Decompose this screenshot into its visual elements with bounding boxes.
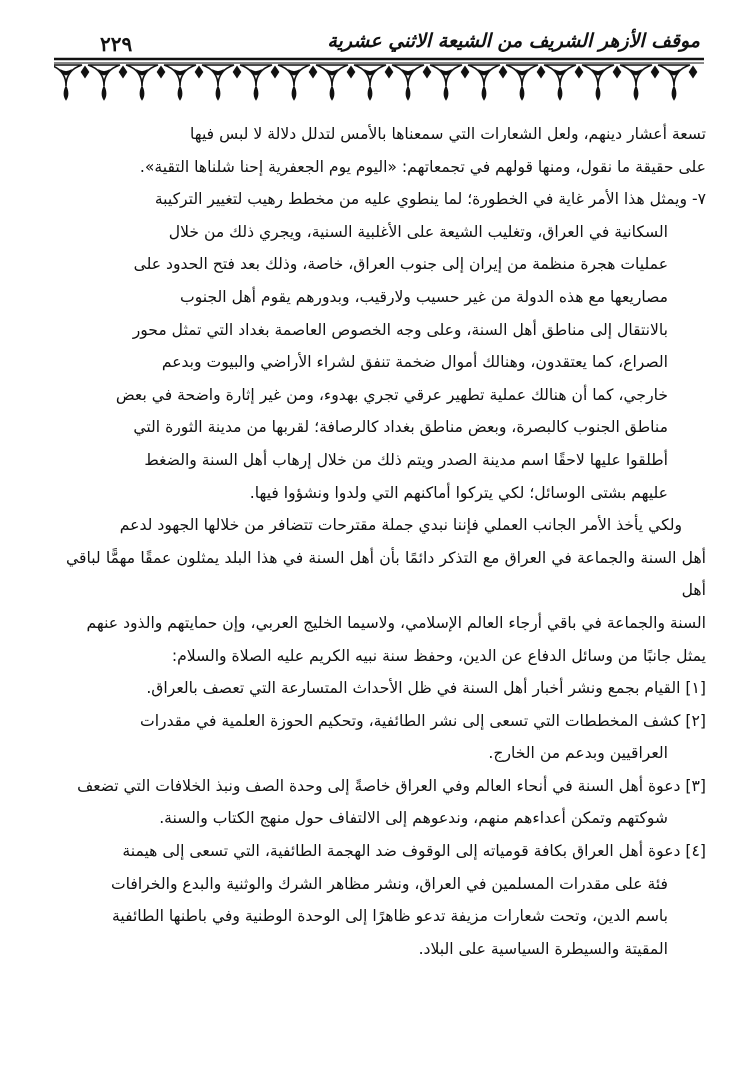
paragraph-line: أطلقوا عليها لاحقًا اسم مدينة الصدر ويتم ذلك من خلال إرهاب أهل السنة والضغط [144, 450, 668, 469]
ornament-diamond [81, 66, 89, 78]
ornament-arch [392, 65, 424, 86]
ornament-arch [54, 65, 82, 86]
ornament-diamond [347, 66, 355, 78]
ornament-drop [444, 86, 448, 100]
page-number: ٢٢٩ [100, 32, 133, 56]
ornament-diamond [575, 66, 583, 78]
paragraph-line: عمليات هجرة منظمة من إيران إلى جنوب العراق، خاصة، وذلك بعد فتح الحدود على [133, 255, 668, 274]
list-item: [٤] دعوة أهل العراق بكافة قومياته إلى الوقوف ضد الهجمة الطائفية، التي تسعى إلى هيمنة [122, 842, 706, 861]
list-item-continuation: المقيتة والسيطرة السياسية على البلاد. [418, 939, 668, 958]
paragraph-line: تسعة أعشار دينهم، ولعل الشعارات التي سمعناها بالأمس لتدلل دلالة لا لبس فيها [190, 125, 706, 143]
ornament-drop [368, 86, 372, 100]
ornament-drop [140, 86, 144, 100]
paragraph-line: مصاريعها مع هذه الدولة من غير حسيب ولارقيب، وبدورهم يقوم أهل الجنوب [180, 287, 668, 306]
ornament-drop [292, 86, 296, 100]
ornament-drop [558, 86, 562, 100]
paragraph-line: مناطق الجنوب كالبصرة، وبعض مناطق بغداد كالرصافة؛ لقربها من مدينة الثورة التي [133, 418, 668, 437]
ornament-arch [240, 65, 272, 86]
ornament-arch [88, 65, 120, 86]
ornament-diamond [651, 66, 659, 78]
list-item: [١] القيام بجمع ونشر أخبار أهل السنة في ظل الأحداث المتسارعة التي تعصف بالعراق. [146, 679, 706, 698]
ornament-arch [620, 65, 652, 86]
ornament-drop [64, 86, 68, 100]
ornament-diamond [613, 66, 621, 78]
ornament-drop [178, 86, 182, 100]
ornament-drop [102, 86, 106, 100]
ornament-arch [316, 65, 348, 86]
paragraph-line: ولكي يأخذ الأمر الجانب العملي فإننا نبدي جملة مقترحات تتضافر من خلالها الجهود لدعم [119, 516, 682, 535]
list-item-continuation: باسم الدين، وتحت شعارات مزيفة تدعو ظاهرًا إلى الوحدة الوطنية وفي باطنها الطائفية [112, 907, 668, 926]
ornament-diamond [271, 66, 279, 78]
running-title: موقف الأزهر الشريف من الشيعة الاثني عشرية [327, 30, 700, 52]
paragraph-line: خارجي، كما أن هنالك عملية تطهير عرقي تجري بهدوء، ومن غير إثارة واضحة في بعض [115, 385, 668, 404]
ornament-drop [406, 86, 410, 100]
ornament-arch [354, 65, 386, 86]
list-item-continuation: فئة على مقدرات المسلمين في العراق، ونشر مظاهر الشرك والوثنية والبدع والخرافات [110, 874, 668, 893]
list-item: [٣] دعوة أهل السنة في أنحاء العالم وفي العراق خاصةً إلى وحدة الصف ونبذ الخلافات التي تضعف [77, 776, 706, 795]
ornament-diamond [233, 66, 241, 78]
ornament-drop [482, 86, 486, 100]
paragraph-line: على حقيقة ما نقول، ومنها قولهم في تجمعاتهم: «اليوم يوم الجعفرية إحنا شلناها التقية». [139, 157, 706, 176]
ornament-diamond [537, 66, 545, 78]
paragraph-line: عليهم بشتى الوسائل؛ لكي يتركوا أماكنهم التي ولدوا ونشؤوا فيها. [249, 483, 668, 502]
arabesque-band-icon [54, 56, 704, 104]
ornament-diamond [499, 66, 507, 78]
paragraph-line: يمثل جانبًا من وسائل الدفاع عن الدين، وحفظ سنة نبيه الكريم عليه الصلاة والسلام: [171, 646, 706, 665]
paragraph-line: ٧- ويمثل هذا الأمر غاية في الخطورة؛ لما ينطوي عليه من مخطط رهيب لتغيير التركيبة [154, 190, 706, 209]
page-body [66, 118, 706, 965]
ornament-arch [126, 65, 158, 86]
ornament-arch [544, 65, 576, 86]
ornament-drop [330, 86, 334, 100]
ornament-arch [202, 65, 234, 86]
paragraph-line: السكانية في العراق، وتغليب الشيعة على الأغلبية السنية، ويجري ذلك من خلال [168, 222, 668, 241]
ornament-drop [596, 86, 600, 100]
list-item-continuation: العراقيين وبدعم من الخارج. [488, 744, 668, 763]
paragraph-line: الصراع، كما يعتقدون، وهنالك أموال ضخمة تنفق لشراء الأراضي والبيوت وبدعم [161, 353, 668, 372]
ornament-diamond [157, 66, 165, 78]
ornament-diamond [385, 66, 393, 78]
ornament-drop [254, 86, 258, 100]
ornament-diamond [461, 66, 469, 78]
ornament-drop [672, 86, 676, 100]
ornament-arch [658, 65, 690, 86]
ornament-arch [278, 65, 310, 86]
ornament-diamond [195, 66, 203, 78]
paragraph-line: السنة والجماعة في باقي أرجاء العالم الإسلامي، ولاسيما الخليج العربي، وإن حمايتهم والذود عنهم [86, 613, 706, 632]
ornament-diamond [689, 66, 697, 78]
ornament-drop [634, 86, 638, 100]
ornament-diamond [423, 66, 431, 78]
paragraph-line: بالانتقال إلى مناطق أهل السنة، وعلى وجه الخصوص العاصمة بغداد التي تمثل محور [132, 320, 668, 339]
ornament-arch [468, 65, 500, 86]
ornament-arch [582, 65, 614, 86]
list-item: [٢] كشف المخططات التي تسعى إلى نشر الطائفية، وتحكيم الحوزة العلمية في مقدرات [140, 711, 706, 730]
ornament-diamond [119, 66, 127, 78]
ornament-diamond [309, 66, 317, 78]
list-item-continuation: شوكتهم وتمكن أعداءهم منهم، وندعوهم إلى الالتفاف حول منهج الكتاب والسنة. [159, 809, 668, 828]
ornament-arch [506, 65, 538, 86]
ornament-drop [216, 86, 220, 100]
ornament-arch [430, 65, 462, 86]
paragraph-line: أهل السنة والجماعة في العراق مع التذكر دائمًا بأن أهل السنة في هذا البلد يمثلون عمقًا مهمًّا لباقي أهل [66, 548, 706, 600]
ornament-arch [164, 65, 196, 86]
ornament-drop [520, 86, 524, 100]
